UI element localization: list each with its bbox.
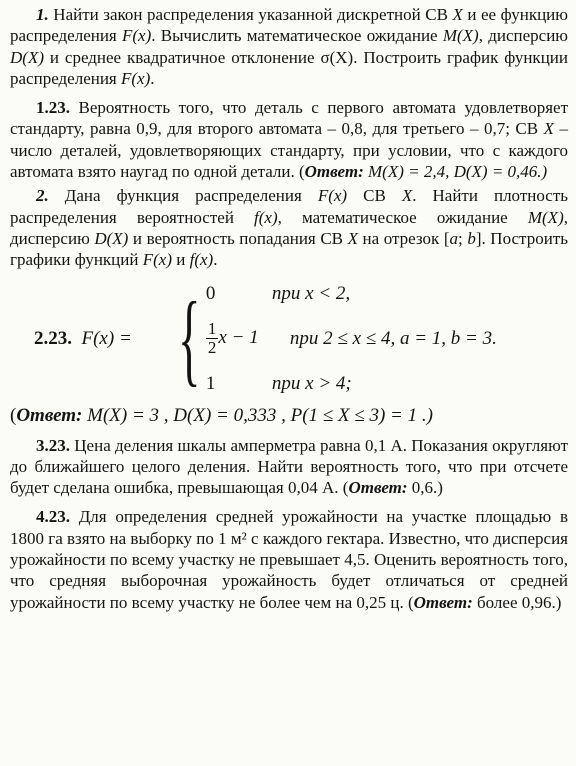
- task-number: 2.: [36, 186, 49, 206]
- piecewise-formula: [10, 279, 568, 399]
- fraction: $\frac{1}{2}$: [207, 319, 217, 358]
- answer-value: более 0,96.): [472, 592, 562, 612]
- task-1-statement: 1. Найти закон распределения указанной дискретной СВ X и ее функцию распределения F(x). Вычислить математическое ожидание M(X), дисперсию D(X) и среднее квадратичное отклонение σ(X). Построить график функции распределения F(x).: [10, 5, 569, 88]
- answer-label: Ответ:: [413, 592, 473, 612]
- problem-2-23-answer: (Ответ: M(X) = 3 , D(X) = 0,333 , P(1 ≤ X ≤ 3) = 1 .): [10, 404, 433, 426]
- answer-value: M(X) = 2,4, D(X) = 0,46.): [363, 162, 548, 182]
- formula-lhs: F(x) =: [81, 327, 132, 349]
- problem-number: 2.23.: [34, 327, 72, 349]
- case-row: 1 при x > 4;: [205, 372, 352, 394]
- answer-value: 0,6.): [407, 478, 443, 498]
- task-2-statement: 2. Дана функция распределения F(x) СВ X. Найти плотность распределения вероятностей f(x), математическое ожидание M(X), дисперсию D(X) и вероятность попадания СВ X на отрезок [a; b]. Построить графики функций F(x) и f(x).: [10, 186, 569, 270]
- answer-label: Ответ:: [304, 162, 364, 182]
- answer-label: Ответ:: [348, 478, 408, 498]
- left-brace: {: [178, 280, 201, 396]
- task-number: 1.: [36, 5, 49, 24]
- answer-label: Ответ:: [16, 404, 83, 426]
- problem-number: 4.23.: [36, 507, 70, 527]
- answer-value: M(X) = 3 , D(X) = 0,333 , P(1 ≤ X ≤ 3) = 1 .): [82, 404, 433, 426]
- problem-number: 1.23.: [36, 98, 70, 118]
- problem-3-23: 3.23. Цена деления шкалы амперметра равна 0,1 А. Показания округляют до ближайшего целого деления. Найти вероятность того, что при отсчете будет сделана ошибка, превышающая 0,04 А. (Ответ: 0,6.): [10, 435, 568, 498]
- formula-cases: [206, 283, 497, 395]
- case-row: 0 при x < 2,: [205, 282, 351, 304]
- problem-1-23: 1.23. Вероятность того, что деталь с первого автомата удовлетворяет стандарту, равна 0,9, для второго автомата – 0,8, для третьего – 0,7; СВ X – число деталей, удовлетворяющих стандарту, при условии, что с каждого автомата взято наугад по одной детали. (Ответ: M(X) = 2,4, D(X) = 0,46.): [10, 98, 568, 182]
- case-row: $\frac{1}{2}$ x − 1 при 2 ≤ x ≤ 4, a = 1, b = 3.: [207, 319, 497, 358]
- problem-number: 3.23.: [36, 435, 70, 455]
- problem-4-23: 4.23. Для определения средней урожайности на участке площадью в 1800 га взято на выборку по 1 м² с каждого гектара. Известно, что дисперсия урожайности по всему участку не превышает 4,5. Оценить вероятность того, что средняя выборочная урожайность будет отличаться от средней урожайности по всему участку не более чем на 0,25 ц. (Ответ: более 0,96.): [10, 507, 568, 612]
